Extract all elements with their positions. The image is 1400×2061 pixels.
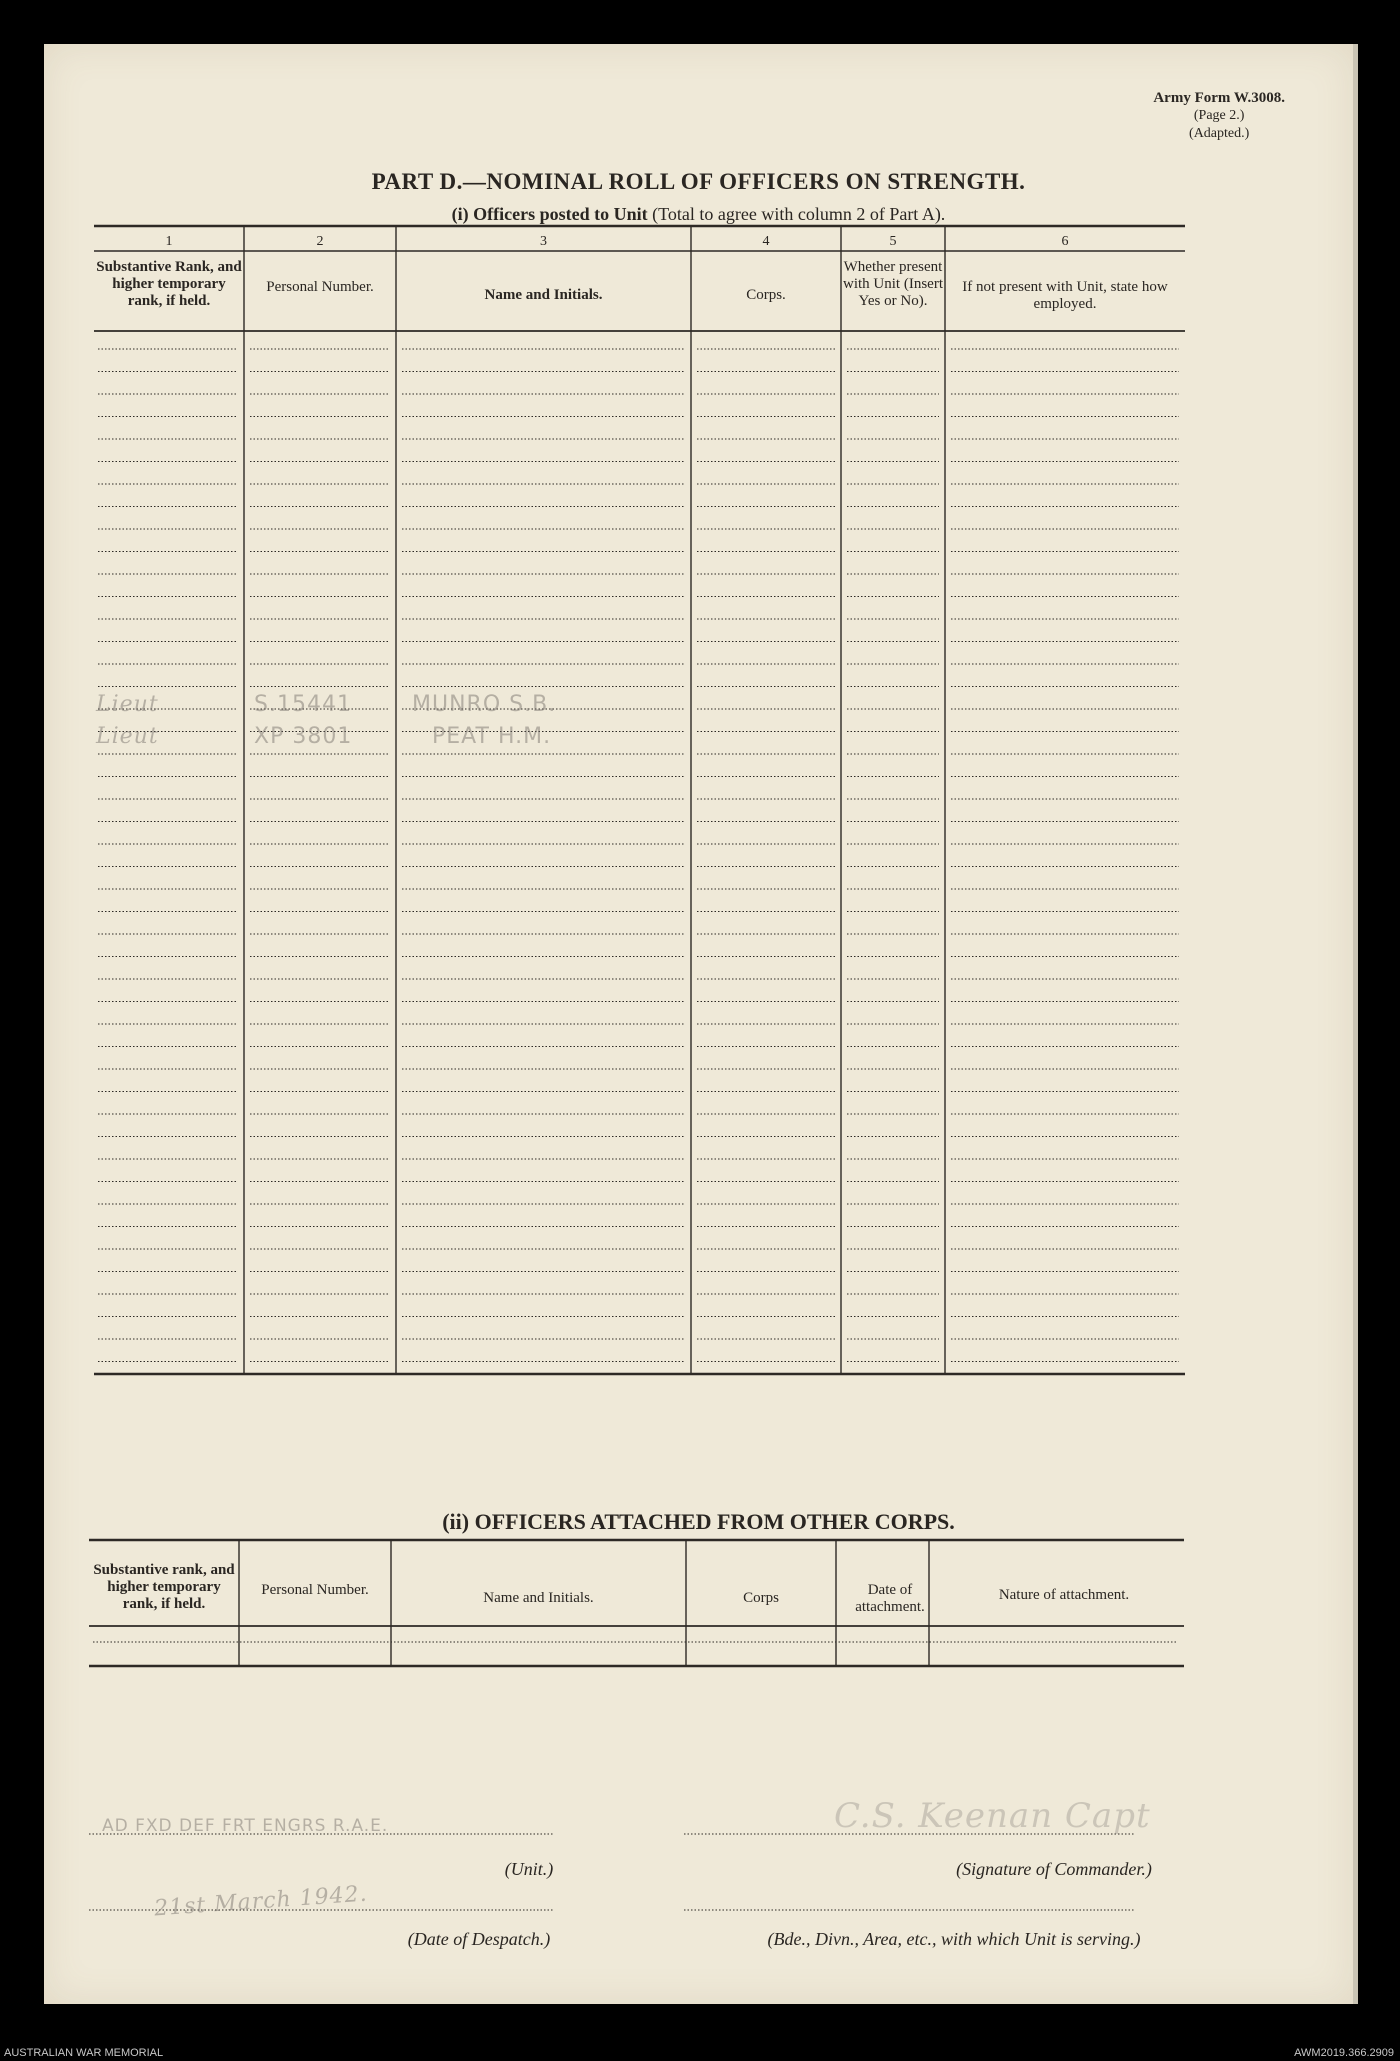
col-number-5: 5	[889, 234, 897, 249]
attached-header-personal-number: Personal Number.	[261, 1582, 369, 1598]
form-number: Army Form W.3008.	[1153, 90, 1285, 106]
attached-header-date: Date of attachment.	[855, 1582, 925, 1615]
part-d-subtitle-bold: (i) Officers posted to Unit	[451, 204, 648, 224]
col-number-1: 1	[165, 234, 173, 249]
header-rank: Substantive Rank, and higher temporary rank, if held.	[96, 259, 242, 309]
form-page	[44, 44, 1353, 2004]
header-corps: Corps.	[746, 287, 786, 303]
unit-handwritten: AD FXD DEF FRT ENGRS R.A.E.	[102, 1816, 389, 1836]
entry-2-rank: Lieut	[96, 724, 159, 749]
part-d-title: PART D.—NOMINAL ROLL OF OFFICERS ON STRENGTH.	[371, 169, 1026, 194]
form-adapted-note: (Adapted.)	[1189, 126, 1250, 141]
attached-header-name: Name and Initials.	[483, 1590, 594, 1606]
part-ii-title: (ii) OFFICERS ATTACHED FROM OTHER CORPS.	[442, 1509, 955, 1534]
entry-1-rank: Lieut	[96, 692, 159, 717]
form-reference	[1153, 89, 1285, 143]
attached-header-rank: Substantive rank, and higher temporary rank, if held.	[93, 1562, 235, 1612]
commander-signature: C.S. Keenan Capt	[834, 1796, 1151, 1836]
col-number-3: 3	[540, 234, 547, 249]
part-d-subtitle	[44, 204, 1353, 225]
header-employment: If not present with Unit, state how employed.	[962, 279, 1168, 312]
header-personal-number: Personal Number.	[266, 279, 374, 295]
entry-1-number: S.15441	[254, 692, 352, 717]
col-number-4: 4	[762, 234, 770, 249]
despatch-date-label: (Date of Despatch.)	[407, 1929, 551, 1949]
attached-header-corps: Corps	[743, 1590, 779, 1606]
unit-label: (Unit.)	[504, 1859, 554, 1879]
signature-label: (Signature of Commander.)	[956, 1859, 1152, 1879]
col-number-6: 6	[1061, 234, 1069, 249]
footer-institution: AUSTRALIAN WAR MEMORIAL	[4, 2047, 164, 2059]
col-number-2: 2	[316, 234, 324, 249]
formation-label: (Bde., Divn., Area, etc., with which Unit is serving.)	[767, 1929, 1141, 1949]
entry-2-number: XP 3801	[254, 724, 353, 749]
part-d-subtitle-rest: (Total to agree with column 2 of Part A).	[647, 204, 946, 224]
footer-accession: AWM2019.366.2909	[1294, 2047, 1394, 2059]
attached-header-nature: Nature of attachment.	[998, 1587, 1130, 1603]
despatch-date-handwritten: 21st March 1942.	[153, 1881, 369, 1922]
header-name: Name and Initials.	[484, 287, 603, 303]
entry-2-name: PEAT H.M.	[432, 724, 552, 749]
entry-1-name: MUNRO S.B.	[412, 692, 557, 717]
form-rules	[44, 44, 1353, 2004]
header-present: Whether present with Unit (Insert Yes or No).	[843, 259, 943, 309]
form-page-number: (Page 2.)	[1193, 108, 1245, 123]
